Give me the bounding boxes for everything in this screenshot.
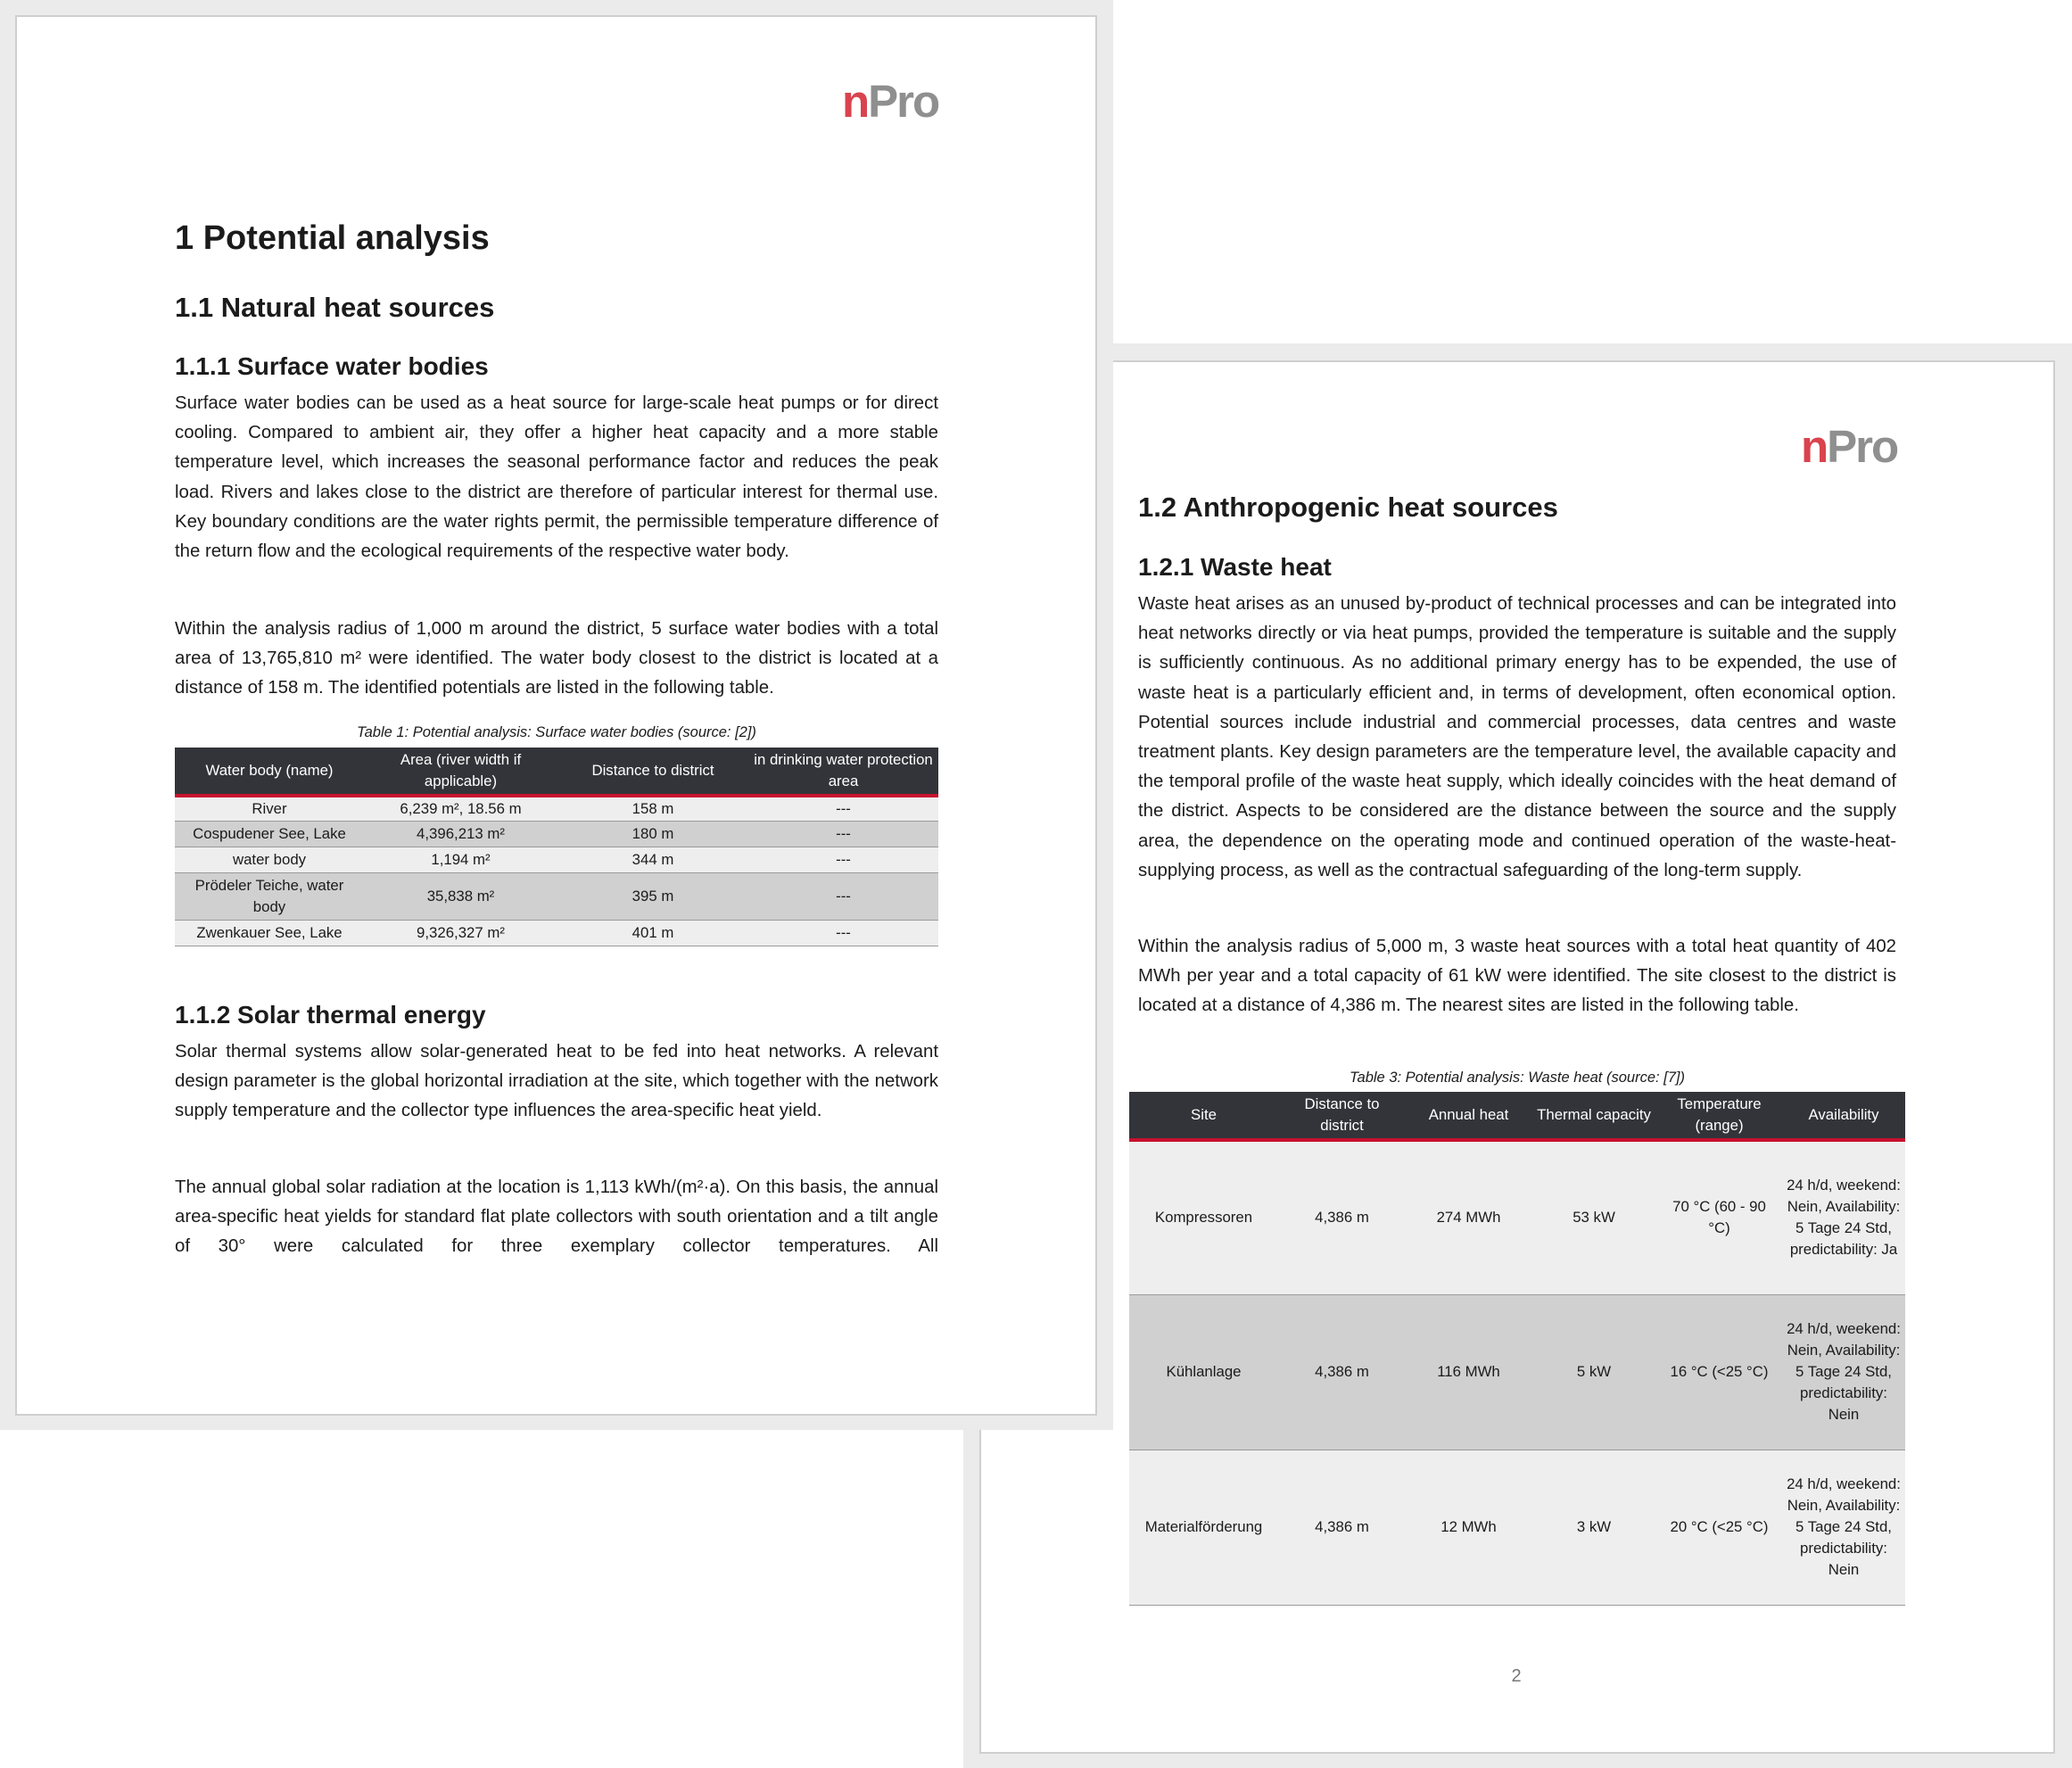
paragraph-solar-thermal-intro: Solar thermal systems allow solar-generated heat to be fed into heat networks. A relevant design parameter is the global horizontal irradiation at the site, which together with the network supply temperature and the collector type influences the area-specific heat yield. bbox=[175, 1042, 938, 1121]
table-3-header: Distance to district bbox=[1278, 1092, 1406, 1140]
logo-pro: Pro bbox=[1827, 421, 1898, 472]
table-3-cell: 3 kW bbox=[1531, 1450, 1656, 1605]
logo-pro: Pro bbox=[868, 76, 939, 127]
table-3-cell: 5 kW bbox=[1531, 1294, 1656, 1450]
paragraph-surface-water-intro: Surface water bodies can be used as a heat source for large-scale heat pumps or for direct cooling. Compared to ambient air, they offer a higher heat capacity and a more stable temperature level, which increases the seasonal performance factor and reduces the peak load. Rivers and lakes close to the district are therefore of particular interest for thermal use. Key boundary conditions are the water rights permit, the permissible temperature difference of the return flow and the ecological requirements of the respective water body. bbox=[175, 393, 938, 562]
npro-logo-page-2 bbox=[1801, 421, 1898, 472]
table-row bbox=[175, 847, 938, 872]
paragraph-waste-heat-intro: Waste heat arises as an unused by-product of technical processes and can be integrated into heat networks directly or via heat pumps, provided the temperature is suitable and the supply is sufficiently continuous. As no additional primary energy has to be expended, the use of waste heat is a particularly efficient and, in terms of development, often economical option. Potential sources include industrial and commercial processes, data centres and waste treatment plants. Key design parameters are the temperature level, the available capacity and the temporal profile of the waste heat supply, which ideally coincides with the heat demand of the district. Aspects to be considered are the distance between the source and the supply area, the dependence on the operating mode and continued operation of the waste-heat-supplying process, as well as the contractual safeguarding of the long-term supply. bbox=[1138, 594, 1896, 880]
table-3-cell: 274 MWh bbox=[1406, 1140, 1531, 1294]
table-1-cell: 344 m bbox=[557, 847, 748, 872]
table-3-cell: 12 MWh bbox=[1406, 1450, 1531, 1605]
table-row bbox=[175, 872, 938, 920]
table-3-header: Annual heat bbox=[1406, 1092, 1531, 1140]
table-1-cell: --- bbox=[748, 847, 938, 872]
table-1-header: in drinking water protection area bbox=[748, 748, 938, 796]
logo-n: n bbox=[842, 76, 869, 127]
logo-n: n bbox=[1801, 421, 1828, 472]
table-row bbox=[175, 796, 938, 821]
table-1-cell: Prödeler Teiche, water body bbox=[175, 872, 364, 920]
table-row bbox=[1129, 1140, 1905, 1294]
table-1-cell: water body bbox=[175, 847, 364, 872]
table-1-cell: 6,239 m², 18.56 m bbox=[364, 796, 557, 821]
table-row bbox=[175, 920, 938, 946]
table-row bbox=[175, 821, 938, 847]
table-1-cell: 35,838 m² bbox=[364, 872, 557, 920]
table-1-cell: 9,326,327 m² bbox=[364, 920, 557, 946]
table-3-cell: 4,386 m bbox=[1278, 1450, 1406, 1605]
table-1-cell: 395 m bbox=[557, 872, 748, 920]
table-1-cell: 4,396,213 m² bbox=[364, 821, 557, 847]
heading-potential-analysis: 1 Potential analysis bbox=[175, 219, 490, 257]
table-3-cell: 24 h/d, weekend: Nein, Availability: 5 Tage 24 Std, predictability: Ja bbox=[1782, 1140, 1905, 1294]
heading-surface-water-bodies: 1.1.1 Surface water bodies bbox=[175, 352, 489, 380]
table-3-cell: 116 MWh bbox=[1406, 1294, 1531, 1450]
table-1-header: Distance to district bbox=[557, 748, 748, 796]
table-3-cell: 4,386 m bbox=[1278, 1294, 1406, 1450]
table-1-cell: --- bbox=[748, 796, 938, 821]
table-1-cell: Cospudener See, Lake bbox=[175, 821, 364, 847]
page-number: 2 bbox=[1511, 1666, 1522, 1686]
table-3-cell: 16 °C (<25 °C) bbox=[1656, 1294, 1782, 1450]
table-1-cell: --- bbox=[748, 821, 938, 847]
table-waste-heat bbox=[1129, 1092, 1905, 1606]
table-1-cell: --- bbox=[748, 920, 938, 946]
table-3-header: Temperature (range) bbox=[1656, 1092, 1782, 1140]
table-3-cell: 4,386 m bbox=[1278, 1140, 1406, 1294]
table-1-cell: Zwenkauer See, Lake bbox=[175, 920, 364, 946]
heading-anthropogenic-heat-sources: 1.2 Anthropogenic heat sources bbox=[1138, 492, 1558, 523]
table-surface-water-bodies bbox=[175, 748, 938, 946]
table-row bbox=[1129, 1294, 1905, 1450]
table-row bbox=[1129, 1450, 1905, 1605]
heading-solar-thermal-energy: 1.1.2 Solar thermal energy bbox=[175, 1001, 486, 1029]
heading-waste-heat: 1.2.1 Waste heat bbox=[1138, 553, 1332, 581]
table-1-caption: Table 1: Potential analysis: Surface water bodies (source: [2]) bbox=[357, 724, 756, 740]
table-1-header: Water body (name) bbox=[175, 748, 364, 796]
paragraph-solar-thermal-results: The annual global solar radiation at the location is 1,113 kWh/(m²·a). On this basis, the annual area-specific heat yields for standard flat plate collectors with south orientation and a tilt angle of 30° were calculated for three exemplary collector temperatures. All bbox=[175, 1177, 938, 1257]
table-3-caption: Table 3: Potential analysis: Waste heat (source: [7]) bbox=[1349, 1070, 1686, 1086]
table-3-cell: Kühlanlage bbox=[1129, 1294, 1278, 1450]
table-1-cell: --- bbox=[748, 872, 938, 920]
table-1-cell: 1,194 m² bbox=[364, 847, 557, 872]
table-3-cell: 20 °C (<25 °C) bbox=[1656, 1450, 1782, 1605]
table-3-cell: 53 kW bbox=[1531, 1140, 1656, 1294]
table-3-header: Thermal capacity bbox=[1531, 1092, 1656, 1140]
paragraph-surface-water-results: Within the analysis radius of 1,000 m around the district, 5 surface water bodies with a total area of 13,765,810 m² were identified. The water body closest to the district is located at a distance of 158 m. The identified potentials are listed in the following table. bbox=[175, 619, 938, 698]
npro-logo-page-1 bbox=[842, 76, 939, 127]
heading-natural-heat-sources: 1.1 Natural heat sources bbox=[175, 292, 495, 323]
table-3-cell: Materialförderung bbox=[1129, 1450, 1278, 1605]
table-3-header: Site bbox=[1129, 1092, 1278, 1140]
table-1-cell: River bbox=[175, 796, 364, 821]
table-3-cell: 24 h/d, weekend: Nein, Availability: 5 Tage 24 Std, predictability: Nein bbox=[1782, 1294, 1905, 1450]
table-1-cell: 158 m bbox=[557, 796, 748, 821]
table-3-cell: 70 °C (60 - 90 °C) bbox=[1656, 1140, 1782, 1294]
table-3-header: Availability bbox=[1782, 1092, 1905, 1140]
table-3-cell: 24 h/d, weekend: Nein, Availability: 5 Tage 24 Std, predictability: Nein bbox=[1782, 1450, 1905, 1605]
table-1-cell: 401 m bbox=[557, 920, 748, 946]
table-3-cell: Kompressoren bbox=[1129, 1140, 1278, 1294]
table-1-cell: 180 m bbox=[557, 821, 748, 847]
table-1-header: Area (river width if applicable) bbox=[364, 748, 557, 796]
paragraph-waste-heat-results: Within the analysis radius of 5,000 m, 3 waste heat sources with a total heat quantity of 402 MWh per year and a total capacity of 61 kW were identified. The site closest to the district is located at a distance of 4,386 m. The nearest sites are listed in the following table. bbox=[1138, 937, 1896, 1016]
